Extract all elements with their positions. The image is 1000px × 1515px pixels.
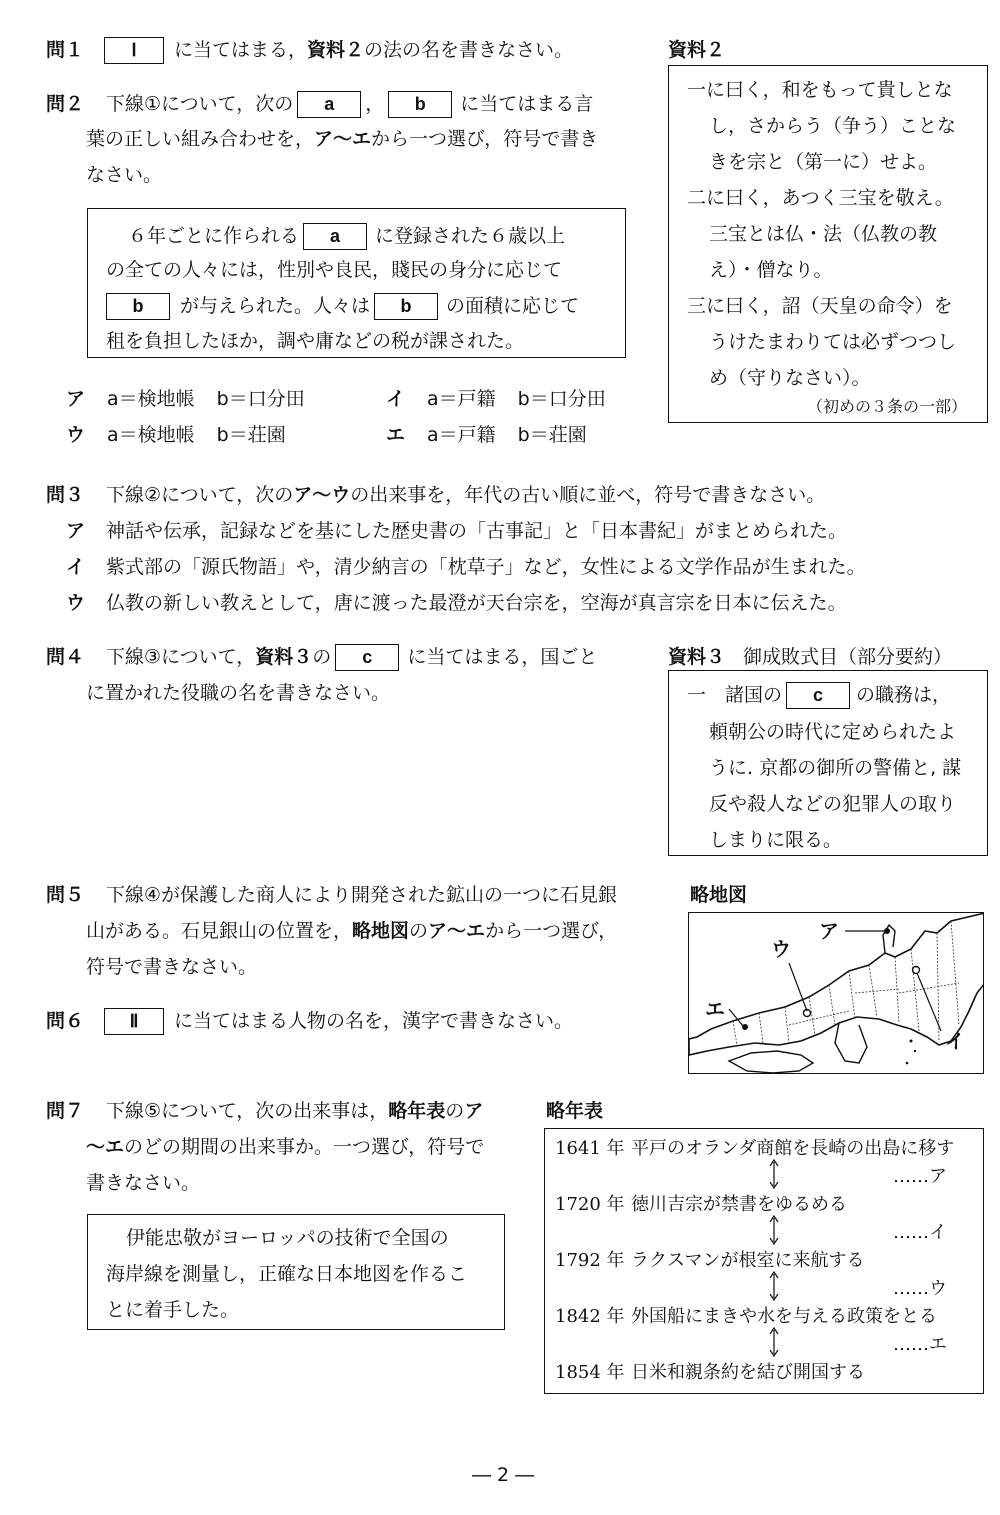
timeline-year: 1854 年: [555, 1362, 625, 1383]
q6-number: 問６: [46, 1010, 85, 1032]
timeline-period: ……エ: [893, 1334, 947, 1355]
blank-I[interactable]: Ⅰ: [104, 37, 164, 64]
timeline-event: 日米和親条約を結び開国する: [631, 1362, 865, 1383]
q7-number: 問７: [46, 1100, 85, 1122]
blank-a[interactable]: a: [297, 91, 361, 118]
q2-line2: 葉の正しい組み合わせを，ア～エから一つ選び，符号で書き: [86, 128, 599, 150]
map-title: 略地図: [690, 884, 748, 906]
q5-line3: 符号で書きなさい。: [86, 956, 258, 978]
choice-i: イ a＝戸籍 b＝口分田: [386, 388, 606, 410]
blank-c[interactable]: c: [786, 682, 850, 709]
q1-line: Ⅰ に当てはまる，資料２の法の名を書きなさい。: [100, 37, 573, 64]
q3-item-key: ア: [66, 520, 86, 542]
timeline-period: ……ウ: [893, 1278, 947, 1299]
timeline-event: 平戸のオランダ商館を長崎の出島に移す: [631, 1138, 955, 1159]
q7-event-box: 伊能忠敬がヨーロッパの技術で全国の 海岸線を測量し，正確な日本地図を作るこ とに着手した。: [87, 1214, 505, 1330]
q2-line1: 下線①について，次の a ， b に当てはまる言: [106, 91, 593, 118]
timeline-event: 徳川吉宗が禁書をゆるめる: [631, 1194, 847, 1215]
timeline-year: 1842 年: [555, 1306, 625, 1327]
q6-line: Ⅱ に当てはまる人物の名を，漢字で書きなさい。: [100, 1008, 573, 1035]
timeline-period: ……イ: [893, 1222, 947, 1243]
q3-item: 仏教の新しい教えとして，唐に渡った最澄が天台宗を，空海が真言宗を日本に伝えた。: [106, 592, 847, 614]
source2-line: め（守りなさい）。: [709, 367, 871, 389]
q3-line: 下線②について，次のア～ウの出来事を，年代の古い順に並べ，符号で書きなさい。: [106, 484, 826, 506]
q2-line3: なさい。: [86, 164, 163, 186]
q5-line1: 下線④が保護した商人により開発された鉱山の一つに石見銀: [106, 884, 618, 906]
choice-e: エ a＝戸籍 b＝荘園: [386, 424, 587, 446]
q5-number: 問５: [46, 884, 85, 906]
blank-b[interactable]: b: [388, 91, 452, 118]
q2-passage-box: ６年ごとに作られる a に登録された６歳以上 の全ての人々には，性別や良民，賤民の身分に応じて b が与えられた。人々は b の面積に応じて 租を負担したほか，調や庸などの税が課された。: [87, 208, 626, 358]
blank-b[interactable]: b: [374, 293, 438, 320]
blank-a[interactable]: a: [303, 223, 367, 250]
q7-line2: ～エのどの期間の出来事か。一つ選び，符号で: [86, 1136, 485, 1158]
choice-a: ア a＝検地帳 b＝口分田: [66, 388, 305, 410]
q3-item: 神話や伝承，記録などを基にした歴史書の「古事記」と「日本書紀」がまとめられた。: [106, 520, 848, 542]
choice-u: ウ a＝検地帳 b＝荘園: [66, 424, 286, 446]
map-label-u: ウ: [771, 937, 791, 961]
q3-item: 紫式部の「源氏物語」や，清少納言の「枕草子」など，女性による文学作品が生まれた。: [106, 556, 866, 578]
timeline-period: ……ア: [893, 1166, 947, 1187]
page-number: ― 2 ―: [472, 1464, 535, 1486]
map-label-i: イ: [945, 1029, 965, 1053]
source2-line: 三に曰く，詔（天皇の命令）を: [687, 295, 953, 317]
q2-number: 問２: [46, 93, 85, 115]
timeline-event: ラクスマンが根室に来航する: [631, 1250, 865, 1271]
q3-item-key: イ: [66, 556, 86, 578]
sketch-map: [688, 912, 984, 1074]
timeline-box: [544, 1128, 984, 1394]
source2-line: きを宗と（第一に）せよ。: [709, 151, 938, 173]
source2-line: し，さからう（争う）ことな: [709, 115, 957, 137]
source2-line: うけたまわりては必ずつつし: [709, 331, 957, 353]
source2-line: 三宝とは仏・法（仏教の教: [709, 223, 938, 245]
q4-line1: 下線③について，資料３の c に当てはまる，国ごと: [106, 644, 597, 671]
q5-line2: 山がある。石見銀山の位置を，略地図のア～エから一つ選び，: [86, 920, 618, 942]
source2-title: 資料２: [668, 39, 726, 61]
q3-number: 問３: [46, 484, 85, 506]
source3-title: 資料３ 御成敗式目（部分要約）: [668, 646, 953, 668]
source2-note: （初めの３条の一部）: [807, 397, 968, 416]
q4-number: 問４: [46, 646, 85, 668]
source2-line: え）・僧なり。: [709, 259, 833, 281]
timeline-year: 1792 年: [555, 1250, 625, 1271]
source2-box: [668, 65, 988, 423]
blank-b[interactable]: b: [106, 293, 170, 320]
timeline-title: 略年表: [546, 1100, 604, 1122]
timeline-event: 外国船にまきや水を与える政策をとる: [631, 1306, 937, 1327]
map-label-e: エ: [705, 997, 725, 1021]
source3-box: 一 諸国の c の職務は， 頼朝公の時代に定められたよ うに. 京都の御所の警備と, 謀 反や殺人などの犯罪人の取り しまりに限る。: [668, 670, 988, 856]
timeline-year: 1641 年: [555, 1138, 625, 1159]
q1-number: 問１: [46, 39, 85, 61]
source2-line: 二に曰く，あつく三宝を敬え。: [687, 187, 954, 209]
q4-line2: に置かれた役職の名を書きなさい。: [86, 682, 391, 704]
timeline-year: 1720 年: [555, 1194, 625, 1215]
blank-c[interactable]: c: [335, 644, 399, 671]
q3-item-key: ウ: [66, 592, 86, 614]
q7-line3: 書きなさい。: [86, 1172, 201, 1194]
blank-II[interactable]: Ⅱ: [104, 1008, 164, 1035]
timeline-arrows: [545, 1129, 985, 1395]
source2-line: 一に曰く，和をもって貴しとな: [687, 79, 953, 101]
q7-line1: 下線⑤について，次の出来事は，略年表のア: [106, 1100, 484, 1122]
map-label-a: ア: [819, 919, 839, 943]
